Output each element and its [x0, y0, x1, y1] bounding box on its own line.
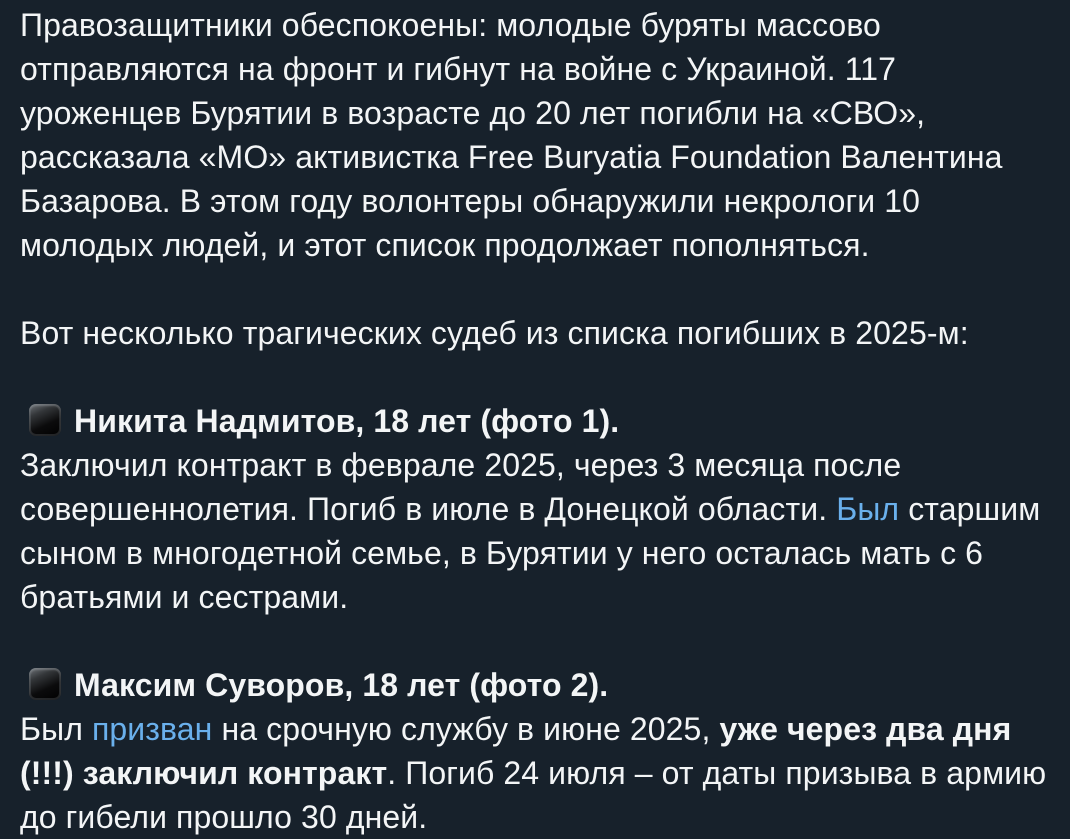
text-segment: на срочную службу в июне 2025,	[212, 711, 720, 747]
paragraph-lead: Вот несколько трагических судеб из списка погибших в 2025-м:	[20, 315, 969, 351]
text-segment: старшим сыном в многодетной семье, в Бурятии у него осталась мать с 6 братьями и сестрами.	[20, 491, 1041, 615]
text-segment: Заключил контракт в феврале 2025, через 3 месяца после совершеннолетия. Погиб в июле в Донецкой области.	[20, 447, 902, 527]
casualty-1-title-line	[20, 399, 1054, 443]
black-square-emoji	[29, 668, 61, 700]
text-segment: Был	[20, 711, 92, 747]
casualty-1-description	[20, 443, 1054, 619]
casualty-2-description	[20, 707, 1054, 839]
casualty-2-title-line	[20, 663, 1054, 707]
casualty-1-name: Никита Надмитов, 18 лет (фото 1).	[74, 403, 620, 439]
paragraph-intro: Правозащитники обеспокоены: молодые буряты массово отправляются на фронт и гибнут на войне с Украиной. 117 уроженцев Бурятии в возрасте до 20 лет погибли на «СВО», рассказала «МО» активистка Free Buryatia Foundation Валентина Базарова. В этом году волонтеры обнаружили некрологи 10 молодых людей, и этот список продолжает пополняться.	[20, 7, 1003, 263]
inline-link-prizvan[interactable]: призван	[91, 711, 213, 747]
casualty-2-name: Максим Суворов, 18 лет (фото 2).	[74, 667, 609, 703]
inline-link-byl[interactable]: Был	[836, 491, 900, 527]
bold-segment: уже через два дня (!!!) заключил контракт	[20, 711, 1012, 791]
text-segment: . Погиб 24 июля – от даты призыва в армию до гибели прошло 30 дней.	[20, 755, 1047, 835]
black-square-emoji	[29, 404, 61, 436]
casualty-item-1	[20, 399, 1054, 619]
casualty-item-2	[20, 663, 1054, 839]
